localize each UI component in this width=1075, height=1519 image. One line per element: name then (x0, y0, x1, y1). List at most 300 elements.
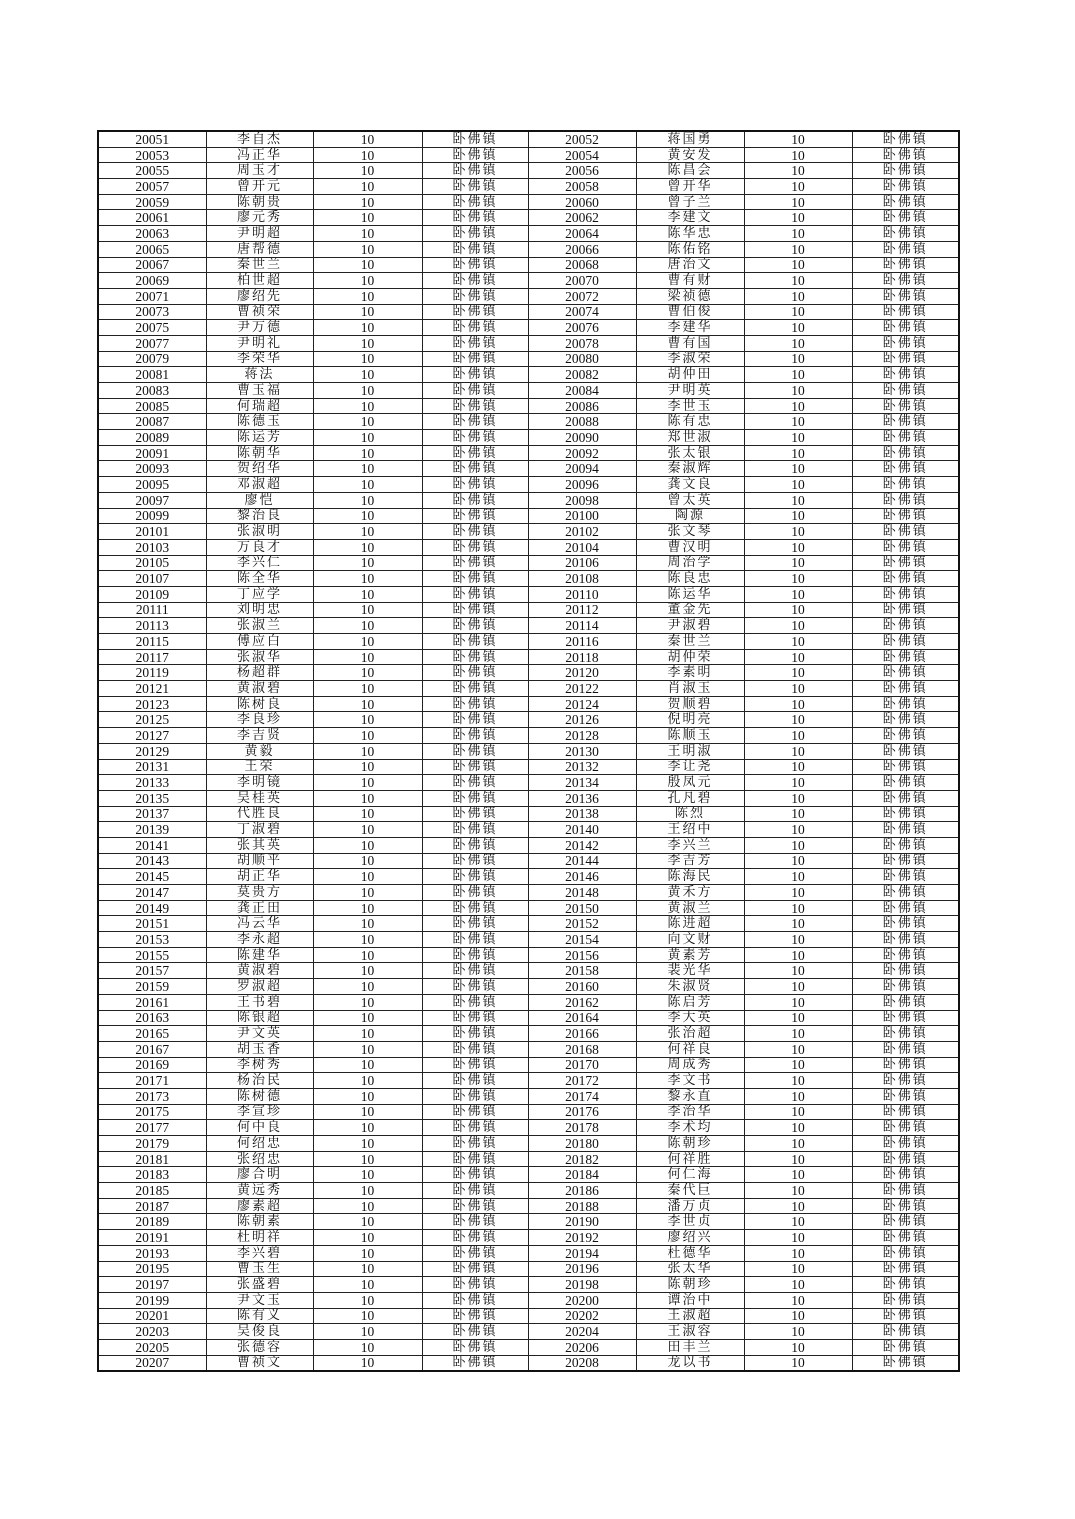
id-cell: 20152 (528, 916, 636, 932)
id-cell: 20195 (98, 1261, 206, 1277)
town-cell: 卧佛镇 (852, 696, 959, 712)
id-cell: 20182 (528, 1151, 636, 1167)
score-cell: 10 (313, 822, 422, 838)
id-cell: 20089 (98, 430, 206, 446)
id-cell: 20082 (528, 367, 636, 383)
name-cell: 李吉贤 (206, 728, 313, 744)
id-cell: 20108 (528, 571, 636, 587)
score-cell: 10 (313, 351, 422, 367)
id-cell: 20200 (528, 1292, 636, 1308)
id-cell: 20102 (528, 524, 636, 540)
id-cell: 20170 (528, 1057, 636, 1073)
name-cell: 杜明祥 (206, 1230, 313, 1246)
score-cell: 10 (313, 194, 422, 210)
score-cell: 10 (313, 1261, 422, 1277)
score-cell: 10 (313, 806, 422, 822)
table-row (98, 1010, 959, 1026)
id-cell: 20052 (528, 131, 636, 147)
score-cell: 10 (313, 508, 422, 524)
score-cell: 10 (744, 618, 852, 634)
id-cell: 20077 (98, 335, 206, 351)
score-cell: 10 (744, 288, 852, 304)
table-row (98, 869, 959, 885)
score-cell: 10 (313, 634, 422, 650)
id-cell: 20157 (98, 963, 206, 979)
score-cell: 10 (744, 822, 852, 838)
name-cell: 陶源 (636, 508, 744, 524)
name-cell: 李兴兰 (636, 837, 744, 853)
town-cell: 卧佛镇 (422, 524, 528, 540)
town-cell: 卧佛镇 (852, 1088, 959, 1104)
town-cell: 卧佛镇 (852, 1355, 959, 1371)
table-row (98, 1214, 959, 1230)
id-cell: 20188 (528, 1198, 636, 1214)
town-cell: 卧佛镇 (852, 1104, 959, 1120)
id-cell: 20155 (98, 947, 206, 963)
score-cell: 10 (744, 1120, 852, 1136)
name-cell: 曹伯俊 (636, 304, 744, 320)
name-cell: 黄安发 (636, 147, 744, 163)
id-cell: 20068 (528, 257, 636, 273)
table-row (98, 335, 959, 351)
name-cell: 黄毅 (206, 743, 313, 759)
town-cell: 卧佛镇 (852, 837, 959, 853)
table-row (98, 320, 959, 336)
name-cell: 黄淑碧 (206, 963, 313, 979)
id-cell: 20085 (98, 398, 206, 414)
town-cell: 卧佛镇 (852, 1183, 959, 1199)
name-cell: 倪明亮 (636, 712, 744, 728)
id-cell: 20139 (98, 822, 206, 838)
town-cell: 卧佛镇 (852, 1026, 959, 1042)
score-cell: 10 (313, 1010, 422, 1026)
town-cell: 卧佛镇 (422, 445, 528, 461)
table-row (98, 775, 959, 791)
table-row (98, 210, 959, 226)
id-cell: 20091 (98, 445, 206, 461)
table-row (98, 539, 959, 555)
town-cell: 卧佛镇 (852, 304, 959, 320)
town-cell: 卧佛镇 (422, 257, 528, 273)
name-cell: 廖合明 (206, 1167, 313, 1183)
id-cell: 20193 (98, 1245, 206, 1261)
name-cell: 王书碧 (206, 994, 313, 1010)
name-cell: 李树秀 (206, 1057, 313, 1073)
name-cell: 廖绍先 (206, 288, 313, 304)
town-cell: 卧佛镇 (422, 681, 528, 697)
score-cell: 10 (744, 1214, 852, 1230)
town-cell: 卧佛镇 (422, 1120, 528, 1136)
name-cell: 潘万贞 (636, 1198, 744, 1214)
name-cell: 龚正田 (206, 900, 313, 916)
id-cell: 20207 (98, 1355, 206, 1371)
town-cell: 卧佛镇 (422, 696, 528, 712)
town-cell: 卧佛镇 (422, 649, 528, 665)
town-cell: 卧佛镇 (422, 602, 528, 618)
name-cell: 王绍中 (636, 822, 744, 838)
id-cell: 20130 (528, 743, 636, 759)
name-cell: 曾开元 (206, 179, 313, 195)
id-cell: 20071 (98, 288, 206, 304)
id-cell: 20138 (528, 806, 636, 822)
town-cell: 卧佛镇 (422, 288, 528, 304)
town-cell: 卧佛镇 (852, 1245, 959, 1261)
score-cell: 10 (744, 900, 852, 916)
id-cell: 20178 (528, 1120, 636, 1136)
score-cell: 10 (313, 524, 422, 540)
name-cell: 唐治文 (636, 257, 744, 273)
score-cell: 10 (744, 1230, 852, 1246)
name-cell: 李良珍 (206, 712, 313, 728)
table-row (98, 963, 959, 979)
id-cell: 20148 (528, 885, 636, 901)
name-cell: 黄远秀 (206, 1183, 313, 1199)
town-cell: 卧佛镇 (852, 367, 959, 383)
score-cell: 10 (313, 367, 422, 383)
table-row (98, 806, 959, 822)
score-cell: 10 (744, 430, 852, 446)
score-cell: 10 (313, 1277, 422, 1293)
id-cell: 20181 (98, 1151, 206, 1167)
id-cell: 20180 (528, 1136, 636, 1152)
name-cell: 蒋国勇 (636, 131, 744, 147)
id-cell: 20183 (98, 1167, 206, 1183)
score-cell: 10 (744, 932, 852, 948)
id-cell: 20145 (98, 869, 206, 885)
town-cell: 卧佛镇 (422, 1355, 528, 1371)
id-cell: 20063 (98, 226, 206, 242)
name-cell: 王明淑 (636, 743, 744, 759)
name-cell: 龙以书 (636, 1355, 744, 1371)
id-cell: 20097 (98, 492, 206, 508)
score-cell: 10 (744, 1026, 852, 1042)
town-cell: 卧佛镇 (852, 147, 959, 163)
table-row (98, 555, 959, 571)
name-cell: 杨治民 (206, 1073, 313, 1089)
name-cell: 李吉芳 (636, 853, 744, 869)
id-cell: 20059 (98, 194, 206, 210)
score-cell: 10 (744, 979, 852, 995)
score-cell: 10 (313, 916, 422, 932)
id-cell: 20198 (528, 1277, 636, 1293)
name-cell: 陈全华 (206, 571, 313, 587)
town-cell: 卧佛镇 (422, 618, 528, 634)
name-cell: 贺绍华 (206, 461, 313, 477)
name-cell: 黎永直 (636, 1088, 744, 1104)
town-cell: 卧佛镇 (422, 1010, 528, 1026)
name-cell: 廖元秀 (206, 210, 313, 226)
town-cell: 卧佛镇 (422, 210, 528, 226)
town-cell: 卧佛镇 (422, 1151, 528, 1167)
table-row (98, 1041, 959, 1057)
name-cell: 李世玉 (636, 398, 744, 414)
score-cell: 10 (744, 398, 852, 414)
name-cell: 黄淑兰 (636, 900, 744, 916)
id-cell: 20192 (528, 1230, 636, 1246)
score-cell: 10 (744, 947, 852, 963)
name-cell: 胡正华 (206, 869, 313, 885)
id-cell: 20137 (98, 806, 206, 822)
table-row (98, 477, 959, 493)
score-cell: 10 (313, 790, 422, 806)
id-cell: 20142 (528, 837, 636, 853)
id-cell: 20179 (98, 1136, 206, 1152)
name-cell: 胡玉香 (206, 1041, 313, 1057)
id-cell: 20075 (98, 320, 206, 336)
town-cell: 卧佛镇 (852, 288, 959, 304)
id-cell: 20117 (98, 649, 206, 665)
id-cell: 20110 (528, 586, 636, 602)
town-cell: 卧佛镇 (852, 555, 959, 571)
score-cell: 10 (313, 759, 422, 775)
table-row (98, 728, 959, 744)
id-cell: 20127 (98, 728, 206, 744)
score-cell: 10 (313, 1073, 422, 1089)
score-cell: 10 (313, 853, 422, 869)
town-cell: 卧佛镇 (422, 430, 528, 446)
table-row (98, 304, 959, 320)
score-cell: 10 (744, 586, 852, 602)
table-row (98, 367, 959, 383)
id-cell: 20140 (528, 822, 636, 838)
score-cell: 10 (744, 665, 852, 681)
id-cell: 20156 (528, 947, 636, 963)
town-cell: 卧佛镇 (852, 869, 959, 885)
score-cell: 10 (313, 320, 422, 336)
score-cell: 10 (313, 273, 422, 289)
id-cell: 20202 (528, 1308, 636, 1324)
score-cell: 10 (313, 1183, 422, 1199)
town-cell: 卧佛镇 (422, 351, 528, 367)
name-cell: 张德容 (206, 1339, 313, 1355)
id-cell: 20066 (528, 241, 636, 257)
town-cell: 卧佛镇 (422, 1057, 528, 1073)
score-cell: 10 (744, 1245, 852, 1261)
town-cell: 卧佛镇 (422, 963, 528, 979)
id-cell: 20088 (528, 414, 636, 430)
score-cell: 10 (744, 273, 852, 289)
name-cell: 曹玉生 (206, 1261, 313, 1277)
id-cell: 20086 (528, 398, 636, 414)
town-cell: 卧佛镇 (852, 571, 959, 587)
town-cell: 卧佛镇 (852, 1010, 959, 1026)
table-row (98, 1120, 959, 1136)
town-cell: 卧佛镇 (852, 1339, 959, 1355)
town-cell: 卧佛镇 (852, 932, 959, 948)
name-cell: 陈佑铭 (636, 241, 744, 257)
name-cell: 丁淑碧 (206, 822, 313, 838)
score-cell: 10 (744, 1041, 852, 1057)
town-cell: 卧佛镇 (422, 367, 528, 383)
table-row (98, 822, 959, 838)
town-cell: 卧佛镇 (852, 743, 959, 759)
name-cell: 莫贵方 (206, 885, 313, 901)
table-row (98, 1104, 959, 1120)
id-cell: 20092 (528, 445, 636, 461)
name-cell: 尹明礼 (206, 335, 313, 351)
town-cell: 卧佛镇 (422, 383, 528, 399)
town-cell: 卧佛镇 (422, 461, 528, 477)
id-cell: 20146 (528, 869, 636, 885)
score-cell: 10 (313, 1308, 422, 1324)
id-cell: 20162 (528, 994, 636, 1010)
id-cell: 20187 (98, 1198, 206, 1214)
score-cell: 10 (313, 131, 422, 147)
id-cell: 20171 (98, 1073, 206, 1089)
id-cell: 20079 (98, 351, 206, 367)
score-cell: 10 (744, 1277, 852, 1293)
town-cell: 卧佛镇 (852, 885, 959, 901)
name-cell: 廖恺 (206, 492, 313, 508)
id-cell: 20175 (98, 1104, 206, 1120)
table-row (98, 932, 959, 948)
name-cell: 曹有财 (636, 273, 744, 289)
name-cell: 李建文 (636, 210, 744, 226)
id-cell: 20185 (98, 1183, 206, 1199)
table-row (98, 147, 959, 163)
table-row (98, 885, 959, 901)
table-row (98, 430, 959, 446)
id-cell: 20165 (98, 1026, 206, 1042)
score-cell: 10 (744, 853, 852, 869)
id-cell: 20160 (528, 979, 636, 995)
name-cell: 裴光华 (636, 963, 744, 979)
score-cell: 10 (313, 1104, 422, 1120)
score-cell: 10 (313, 963, 422, 979)
score-cell: 10 (744, 1339, 852, 1355)
id-cell: 20128 (528, 728, 636, 744)
name-cell: 曹玉福 (206, 383, 313, 399)
id-cell: 20168 (528, 1041, 636, 1057)
town-cell: 卧佛镇 (852, 398, 959, 414)
id-cell: 20122 (528, 681, 636, 697)
town-cell: 卧佛镇 (852, 1261, 959, 1277)
name-cell: 陈朝素 (206, 1214, 313, 1230)
id-cell: 20057 (98, 179, 206, 195)
name-cell: 何绍忠 (206, 1136, 313, 1152)
town-cell: 卧佛镇 (852, 1277, 959, 1293)
name-cell: 殷凤元 (636, 775, 744, 791)
score-cell: 10 (744, 869, 852, 885)
score-cell: 10 (744, 1198, 852, 1214)
score-cell: 10 (744, 492, 852, 508)
name-cell: 冯云华 (206, 916, 313, 932)
score-cell: 10 (744, 210, 852, 226)
table-row (98, 226, 959, 242)
table-row (98, 194, 959, 210)
id-cell: 20176 (528, 1104, 636, 1120)
town-cell: 卧佛镇 (422, 979, 528, 995)
town-cell: 卧佛镇 (422, 869, 528, 885)
score-cell: 10 (313, 681, 422, 697)
score-cell: 10 (313, 147, 422, 163)
score-cell: 10 (744, 1308, 852, 1324)
score-cell: 10 (313, 571, 422, 587)
score-cell: 10 (744, 179, 852, 195)
score-cell: 10 (744, 163, 852, 179)
id-cell: 20120 (528, 665, 636, 681)
table-row (98, 1057, 959, 1073)
town-cell: 卧佛镇 (852, 618, 959, 634)
name-cell: 曹汉明 (636, 539, 744, 555)
town-cell: 卧佛镇 (422, 1136, 528, 1152)
table-row (98, 571, 959, 587)
id-cell: 20065 (98, 241, 206, 257)
town-cell: 卧佛镇 (422, 477, 528, 493)
id-cell: 20136 (528, 790, 636, 806)
table-row (98, 461, 959, 477)
town-cell: 卧佛镇 (422, 759, 528, 775)
roster-table-body (98, 131, 959, 1371)
table-row (98, 759, 959, 775)
table-row (98, 696, 959, 712)
id-cell: 20061 (98, 210, 206, 226)
id-cell: 20112 (528, 602, 636, 618)
name-cell: 张淑华 (206, 649, 313, 665)
town-cell: 卧佛镇 (422, 837, 528, 853)
name-cell: 代胜良 (206, 806, 313, 822)
name-cell: 张淑兰 (206, 618, 313, 634)
score-cell: 10 (313, 869, 422, 885)
name-cell: 曾太英 (636, 492, 744, 508)
score-cell: 10 (744, 226, 852, 242)
table-row (98, 1198, 959, 1214)
town-cell: 卧佛镇 (422, 728, 528, 744)
table-row (98, 1324, 959, 1340)
table-row (98, 508, 959, 524)
score-cell: 10 (313, 1136, 422, 1152)
id-cell: 20173 (98, 1088, 206, 1104)
name-cell: 何祥良 (636, 1041, 744, 1057)
id-cell: 20100 (528, 508, 636, 524)
score-cell: 10 (744, 320, 852, 336)
town-cell: 卧佛镇 (422, 508, 528, 524)
name-cell: 陈有义 (206, 1308, 313, 1324)
name-cell: 黎治良 (206, 508, 313, 524)
id-cell: 20109 (98, 586, 206, 602)
id-cell: 20069 (98, 273, 206, 289)
score-cell: 10 (313, 477, 422, 493)
name-cell: 尹明英 (636, 383, 744, 399)
name-cell: 李宣珍 (206, 1104, 313, 1120)
id-cell: 20107 (98, 571, 206, 587)
id-cell: 20060 (528, 194, 636, 210)
town-cell: 卧佛镇 (852, 1214, 959, 1230)
name-cell: 李术均 (636, 1120, 744, 1136)
table-row (98, 131, 959, 147)
town-cell: 卧佛镇 (422, 1277, 528, 1293)
town-cell: 卧佛镇 (852, 806, 959, 822)
score-cell: 10 (313, 602, 422, 618)
name-cell: 周玉才 (206, 163, 313, 179)
id-cell: 20101 (98, 524, 206, 540)
name-cell: 冯正华 (206, 147, 313, 163)
id-cell: 20067 (98, 257, 206, 273)
id-cell: 20166 (528, 1026, 636, 1042)
town-cell: 卧佛镇 (852, 1292, 959, 1308)
town-cell: 卧佛镇 (422, 1245, 528, 1261)
name-cell: 唐帮德 (206, 241, 313, 257)
town-cell: 卧佛镇 (422, 492, 528, 508)
id-cell: 20123 (98, 696, 206, 712)
town-cell: 卧佛镇 (422, 398, 528, 414)
name-cell: 陈进超 (636, 916, 744, 932)
table-row (98, 288, 959, 304)
id-cell: 20191 (98, 1230, 206, 1246)
id-cell: 20153 (98, 932, 206, 948)
score-cell: 10 (744, 461, 852, 477)
id-cell: 20151 (98, 916, 206, 932)
